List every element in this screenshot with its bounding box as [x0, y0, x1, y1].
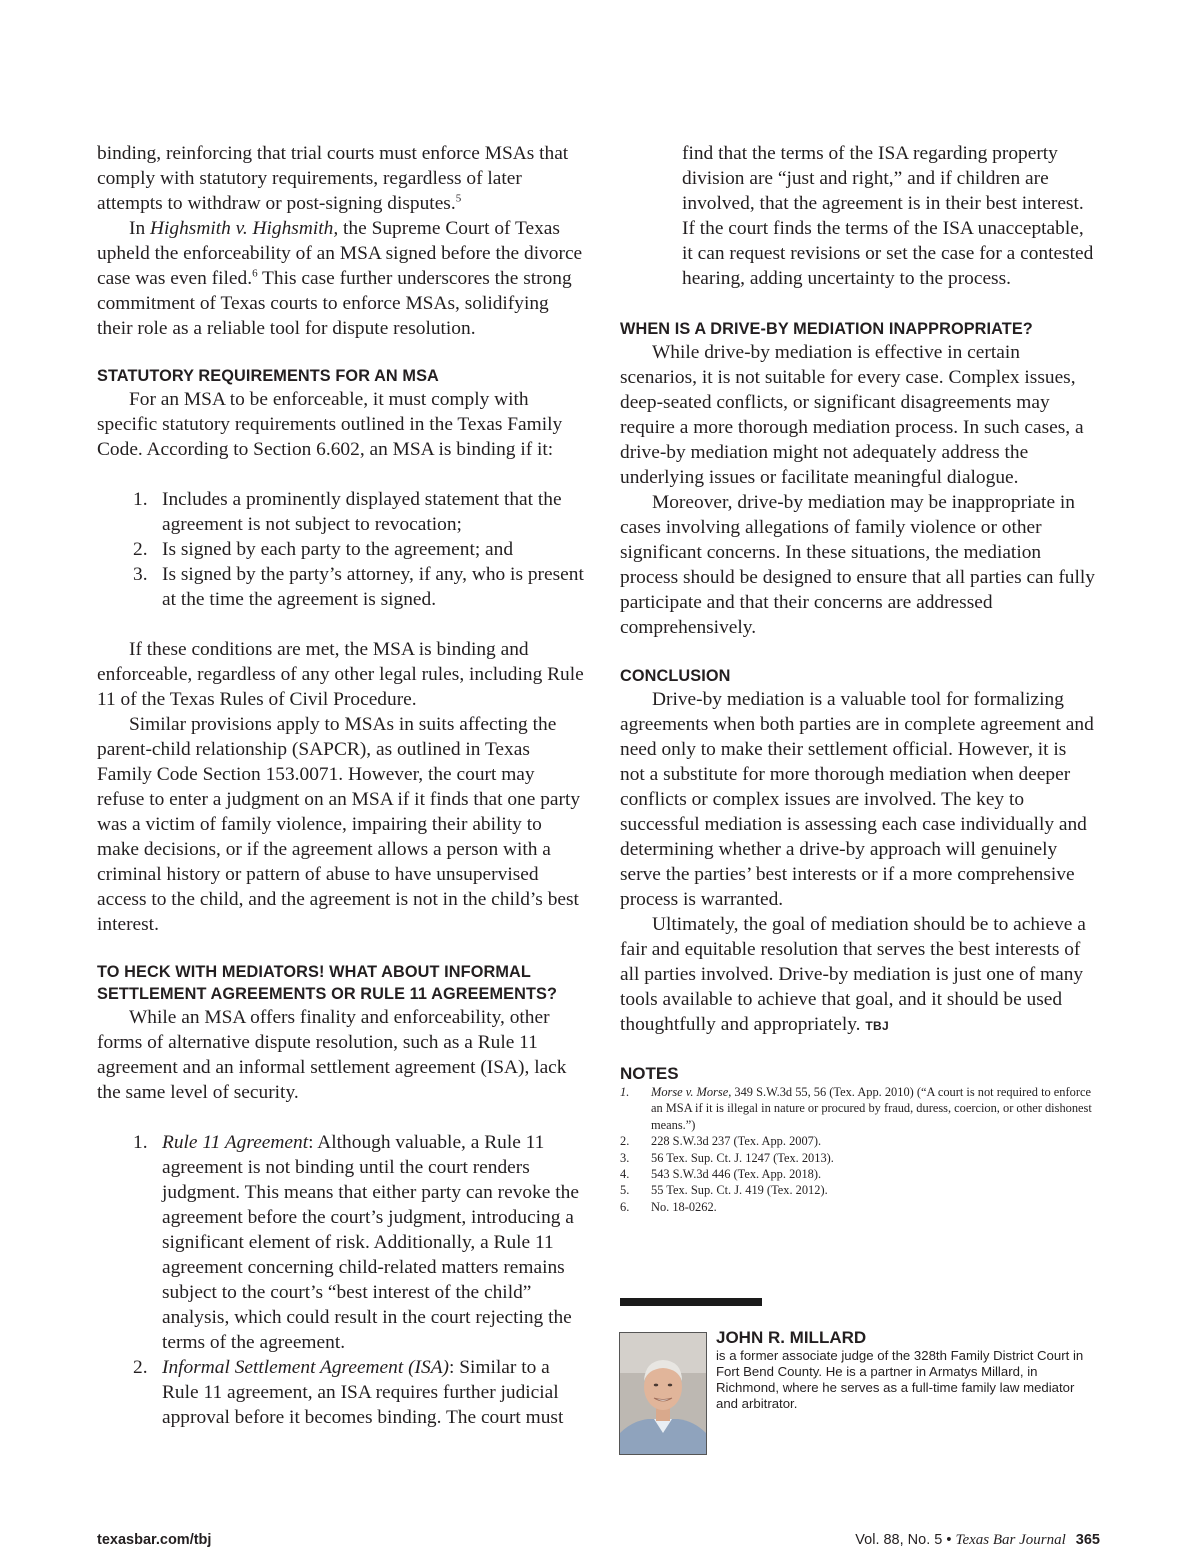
- author-portrait-image: [620, 1333, 706, 1454]
- requirement-text: Includes a prominently displayed statement that the agreement is not subject to revocation;: [162, 489, 562, 535]
- alternative-number: 2.: [133, 1357, 148, 1378]
- driveby-paragraph-2: Moreover, drive-by mediation may be inappropriate in cases involving allegations of family violence or other significant concerns. In these situations, the mediation process should be designed to ensure that all parties can fully participate and that their concerns are addressed comprehensively.: [620, 492, 1095, 638]
- requirement-text: Is signed by each party to the agreement; and: [162, 539, 514, 560]
- notes-heading: NOTES: [620, 1064, 679, 1083]
- footer-publication-info: [855, 1532, 1100, 1549]
- heading-driveby: WHEN IS A DRIVE-BY MEDIATION INAPPROPRIATE?: [620, 320, 1033, 338]
- heading-conclusion: CONCLUSION: [620, 667, 731, 685]
- alternative-text: : Although valuable, a Rule 11 agreement is not binding until the court renders judgment. This means that either party can revoke the agreement before the court’s judgment, introducing a significant element of risk. Additionally, a Rule 11 agreement concerning child-related matters remains subject to the court’s “best interest of the child” analysis, which could result in the court rejecting the terms of the agreement.: [162, 1132, 579, 1353]
- heck-paragraph: While an MSA offers finality and enforceability, other forms of alternative dispute resolution, such as a Rule 11 agreement and an informal settlement agreement (ISA), lack the same level of security.: [97, 1007, 567, 1103]
- right-column: [620, 141, 1095, 1215]
- footnote-ref: 6: [252, 267, 258, 280]
- author-photo: [619, 1332, 707, 1455]
- footnote-ref: 5: [455, 192, 462, 205]
- note-item: [620, 1150, 1095, 1166]
- statutory-paragraph: For an MSA to be enforceable, it must comply with specific statutory requirements outlined in the Texas Family Code. According to Section 6.602, an MSA is binding if it:: [97, 389, 563, 460]
- alternative-number: 1.: [133, 1132, 148, 1153]
- requirement-item: [97, 537, 585, 562]
- driveby-paragraph-1: While drive-by mediation is effective in certain scenarios, it is not suitable for every case. Complex issues, deep-seated conflicts, or significant disagreements may require a more thorough mediation process. In such cases, a drive-by mediation might not adequately address the underlying issues or facilitate meaningful dialogue.: [620, 342, 1084, 488]
- highsmith-case-name: Highsmith v. Highsmith,: [150, 218, 339, 239]
- alternative-item: [97, 1130, 581, 1355]
- alternative-item: [97, 1355, 581, 1430]
- author-name: JOHN R. MILLARD: [716, 1328, 867, 1347]
- alternatives-list: [97, 1130, 581, 1430]
- notes-list: [620, 1084, 1095, 1215]
- note-text: 55 Tex. Sup. Ct. J. 419 (Tex. 2012).: [651, 1183, 828, 1198]
- note-text: 228 S.W.3d 237 (Tex. App. 2007).: [651, 1134, 822, 1149]
- footer-bullet: •: [946, 1532, 952, 1548]
- note-item: [620, 1182, 1095, 1198]
- alternative-text: : Similar to a Rule 11 agreement, an ISA requires further judicial approval before it becomes binding. The court must: [162, 1357, 564, 1428]
- left-column: [97, 141, 585, 1430]
- requirement-number: 2.: [133, 539, 148, 560]
- author-bio: is a former associate judge of the 328th Family District Court in Fort Bend County. He is a partner in Armatys Millard, in Richmond, where he serves as a full-time family law mediator and arbitrator.: [716, 1348, 1084, 1411]
- conclusion-text: Ultimately, the goal of mediation should be to achieve a fair and equitable resolution that serves the best interests of all parties involved. Drive-by mediation is just one of many tools available to achieve that goal, and it should be used thoughtfully and appropriately.: [620, 914, 1086, 1035]
- note-number: 1.: [620, 1085, 630, 1099]
- note-text: No. 18-0262.: [651, 1199, 717, 1214]
- footer-volume: Vol. 88, No. 5: [855, 1532, 943, 1548]
- highsmith-post: This case further underscores the strong commitment of Texas courts to enforce MSAs, solidifying their role as a reliable tool for dispute resolution.: [97, 268, 572, 339]
- conditions-paragraph: If these conditions are met, the MSA is binding and enforceable, regardless of any other legal rules, including Rule 11 of the Texas Rules of Civil Procedure.: [97, 639, 584, 710]
- bio-divider-bar: [620, 1298, 762, 1306]
- note-number: 4.: [620, 1167, 630, 1182]
- intro-paragraph: [97, 141, 585, 216]
- conclusion-paragraph-2: [620, 912, 1095, 1039]
- sapcr-paragraph: Similar provisions apply to MSAs in suits affecting the parent-child relationship (SAPCR), as outlined in Texas Family Code Section 153.0071. However, the court may refuse to enter a judgment on an MSA if it finds that one party was a victim of family violence, impairing their ability to make decisions, or if the agreement allows a person with a criminal history or pattern of abuse to have unsupervised access to the child, and the agreement is not in the child’s best interest.: [97, 714, 581, 935]
- tbj-end-mark: TBJ: [865, 1019, 889, 1033]
- note-number: 2.: [620, 1134, 630, 1149]
- note-number: 3.: [620, 1150, 630, 1165]
- note-number: 5.: [620, 1183, 630, 1198]
- footer-page-number: 365: [1075, 1532, 1100, 1548]
- requirements-list: [97, 487, 585, 612]
- note-item: [620, 1133, 1095, 1149]
- note-item: [620, 1166, 1095, 1182]
- note-text: 56 Tex. Sup. Ct. J. 1247 (Tex. 2013).: [651, 1150, 834, 1165]
- requirement-item: [97, 562, 585, 612]
- alternative-title: Informal Settlement Agreement (ISA): [162, 1357, 450, 1378]
- conclusion-paragraph-1: Drive-by mediation is a valuable tool for formalizing agreements when both parties are in complete agreement and need only to make their settlement official. However, it is not a substitute for more thorough mediation when deeper conflicts or complex issues are involved. The key to successful mediation is assessing each case individually and determining whether a drive-by approach will genuinely serve the parties’ best interests or if a more comprehensive process is warranted.: [620, 689, 1094, 910]
- highsmith-mid: the Supreme Court of Texas upheld the enforceability of an MSA signed before the divorce case was even filed.: [97, 218, 583, 289]
- heading-statutory: STATUTORY REQUIREMENTS FOR AN MSA: [97, 367, 439, 385]
- intro-text: binding, reinforcing that trial courts must enforce MSAs that comply with statutory requirements, regardless of later attempts to withdraw or post-signing disputes.: [97, 143, 569, 214]
- requirement-text: Is signed by the party’s attorney, if any, who is present at the time the agreement is signed.: [162, 564, 584, 610]
- highsmith-pre: In: [129, 218, 151, 239]
- note-item: [620, 1199, 1095, 1215]
- note-text: 349 S.W.3d 55, 56 (Tex. App. 2010) (“A court is not required to enforce an MSA if it is illegal in nature or procured by fraud, duress, coercion, or other dishonest means.”): [651, 1085, 1092, 1132]
- heading-heck: TO HECK WITH MEDIATORS! WHAT ABOUT INFORMAL SETTLEMENT AGREEMENTS OR RULE 11 AGREEMENTS?: [97, 963, 558, 1003]
- footer-site-link[interactable]: texasbar.com/tbj: [97, 1532, 212, 1548]
- note-item: [620, 1084, 1095, 1133]
- note-title: Morse v. Morse,: [651, 1085, 732, 1099]
- note-text: 543 S.W.3d 446 (Tex. App. 2018).: [651, 1167, 822, 1182]
- requirement-item: [97, 487, 585, 537]
- requirement-number: 1.: [133, 489, 148, 510]
- footer-journal-name: Texas Bar Journal: [955, 1532, 1066, 1548]
- highsmith-paragraph: [97, 216, 585, 341]
- note-number: 6.: [620, 1199, 630, 1214]
- requirement-number: 3.: [133, 564, 148, 585]
- isa-continued-paragraph: find that the terms of the ISA regarding property division are “just and right,” and if children are involved, that the agreement is in their best interest. If the court finds the terms of the ISA unacceptable, it can request revisions or set the case for a contested hearing, adding uncertainty to the process.: [682, 143, 1094, 289]
- alternative-title: Rule 11 Agreement: [162, 1132, 309, 1153]
